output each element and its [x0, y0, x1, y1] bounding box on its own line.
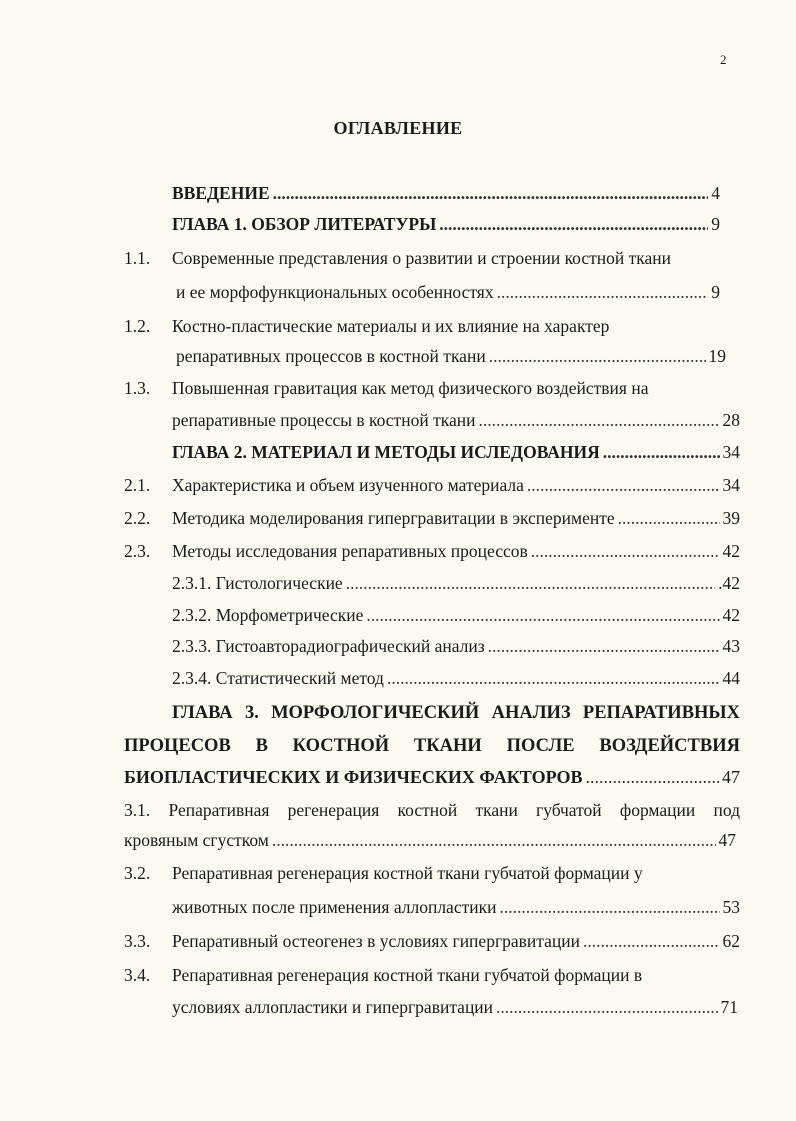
toc-entry-text: Повышенная гравитация как метод физического воздействия на [172, 378, 649, 398]
toc-word: Репаративная [168, 800, 270, 820]
toc-entry-3-4-cont [172, 996, 738, 1018]
toc-entry-text: Современные представления о развитии и строении костной ткани [172, 248, 672, 268]
toc-entry-page: 42 [722, 541, 740, 561]
page-number: 2 [720, 52, 727, 67]
toc-entry-page: 43 [722, 636, 740, 656]
toc-entry-2-3-2 [172, 604, 740, 626]
toc-entry-2-1 [124, 474, 740, 496]
toc-word: 3. [244, 703, 259, 723]
toc-entry-page: 71 [720, 997, 738, 1017]
toc-entry-number: 1.1. [124, 248, 151, 268]
toc-entry-text: репаративные процессы в костной ткани [172, 410, 476, 430]
toc-entry-number: 3.3. [124, 931, 151, 951]
toc-entry-text: 2.3.3. Гистоавторадиографический анализ [172, 636, 485, 656]
toc-entry-3-3 [124, 930, 740, 952]
toc-entry-text: репаративных процессов в костной ткани [176, 346, 486, 366]
toc-entry-number: 2.3. [124, 541, 151, 561]
toc-entry-3-4 [124, 964, 643, 986]
toc-entry-chapter-1 [172, 213, 720, 235]
toc-word: ПРОЦЕСОВ [124, 736, 231, 756]
toc-entry-page: 47 [718, 830, 736, 850]
toc-entry-3-1-line2 [124, 829, 736, 851]
toc-entry-text: ГЛАВА 1. ОБЗОР ЛИТЕРАТУРЫ [172, 214, 437, 234]
toc-entry-page: 9 [711, 214, 720, 234]
toc-word: ГЛАВА [172, 703, 233, 723]
toc-entry-text: животных после применения аллопластики [172, 897, 497, 917]
toc-entry-text: кровяным сгустком [124, 830, 269, 850]
toc-entry-text: Методика моделирования гипергравитации в эксперименте [172, 508, 615, 528]
toc-entry-page: 9 [711, 282, 720, 302]
toc-word: РЕПАРАТИВНЫХ [582, 703, 740, 723]
toc-entry-chapter-3-line2 [124, 735, 740, 757]
toc-entry-page: 34 [722, 442, 740, 462]
toc-entry-page: 53 [722, 897, 740, 917]
toc-word: ткани [475, 800, 518, 820]
toc-entry-1-3 [124, 377, 649, 399]
toc-entry-1-2 [124, 315, 610, 337]
toc-entry-text: Костно-пластические материалы и их влияние на характер [172, 316, 610, 336]
toc-word: ВОЗДЕЙСТВИЯ [599, 736, 740, 756]
toc-word: КОСТНОЙ [292, 736, 390, 756]
toc-entry-text: 2.3.1. Гистологические [172, 573, 343, 593]
toc-word: ПОСЛЕ [506, 736, 575, 756]
toc-entry-3-2-cont [172, 896, 740, 918]
toc-entry-number: 3.2. [124, 863, 151, 883]
toc-entry-2-3-4 [172, 667, 740, 689]
toc-entry-page: 44 [722, 668, 740, 688]
toc-entry-2-2 [124, 507, 740, 529]
toc-entry-number: 2.2. [124, 508, 151, 528]
toc-entry-page: 34 [722, 475, 740, 495]
toc-entry-text: условиях аллопластики и гипергравитации [172, 997, 494, 1017]
toc-word: ТКАНИ [413, 736, 482, 756]
page-title: ОГЛАВЛЕНИЕ [333, 118, 463, 138]
toc-entry-text: БИОПЛАСТИЧЕСКИХ И ФИЗИЧЕСКИХ ФАКТОРОВ [124, 767, 583, 787]
toc-entry-2-3 [124, 540, 740, 562]
toc-entry-number: 3.4. [124, 965, 151, 985]
toc-entry-page: 19 [708, 346, 726, 366]
toc-entry-text: ГЛАВА 2. МАТЕРИАЛ И МЕТОДЫ ИСЛЕДОВАНИЯ [172, 442, 600, 462]
toc-entry-text: 2.3.2. Морфометрические [172, 605, 364, 625]
toc-word: формации [619, 800, 696, 820]
toc-word: МОРФОЛОГИЧЕСКИЙ [271, 703, 480, 723]
toc-entry-text: Репаративная регенерация костной ткани губчатой формации у [172, 863, 643, 883]
toc-word: В [255, 736, 268, 756]
toc-entry-1-2-cont [176, 345, 726, 367]
toc-entry-text: и ее морфофункциональных особенностях [176, 282, 494, 302]
toc-entry-number: 2.1. [124, 475, 151, 495]
toc-entry-number: 1.3. [124, 378, 151, 398]
toc-entry-introduction [172, 182, 720, 204]
toc-entry-text: Репаративная регенерация костной ткани губчатой формации в [172, 965, 643, 985]
toc-entry-1-1-cont [176, 281, 720, 303]
toc-word: АНАЛИЗ [491, 703, 571, 723]
toc-entry-page: 39 [722, 508, 740, 528]
toc-word: губчатой [536, 800, 602, 820]
toc-entry-text: Репаративный остеогенез в условиях гипергравитации [172, 931, 580, 951]
toc-entry-3-1-line1 [124, 799, 740, 821]
toc-entry-chapter-3-line3 [124, 766, 740, 788]
toc-entry-chapter-3-line1 [172, 702, 740, 724]
toc-word: костной [397, 800, 458, 820]
toc-entry-number: 1.2. [124, 316, 151, 336]
toc-entry-text: ВВЕДЕНИЕ [172, 183, 270, 203]
toc-entry-3-2 [124, 862, 643, 884]
toc-entry-page: 62 [722, 931, 740, 951]
toc-entry-2-3-3 [172, 635, 740, 657]
toc-entry-1-3-cont [172, 409, 740, 431]
toc-entry-1-1 [124, 247, 672, 269]
toc-entry-2-3-1 [172, 572, 740, 594]
toc-entry-page: 47 [722, 767, 740, 787]
toc-entry-page: 42 [722, 605, 740, 625]
toc-entry-chapter-2 [172, 441, 740, 463]
toc-entry-page: 4 [711, 183, 720, 203]
toc-word: 3.1. [124, 800, 151, 820]
toc-word: под [713, 800, 740, 820]
toc-entry-text: Методы исследования репаративных процессов [172, 541, 528, 561]
toc-entry-text: 2.3.4. Статистический метод [172, 668, 384, 688]
toc-entry-page: .42 [718, 573, 740, 593]
toc-word: регенерация [287, 800, 380, 820]
toc-entry-text: Характеристика и объем изученного материала [172, 475, 524, 495]
toc-entry-page: 28 [722, 410, 740, 430]
